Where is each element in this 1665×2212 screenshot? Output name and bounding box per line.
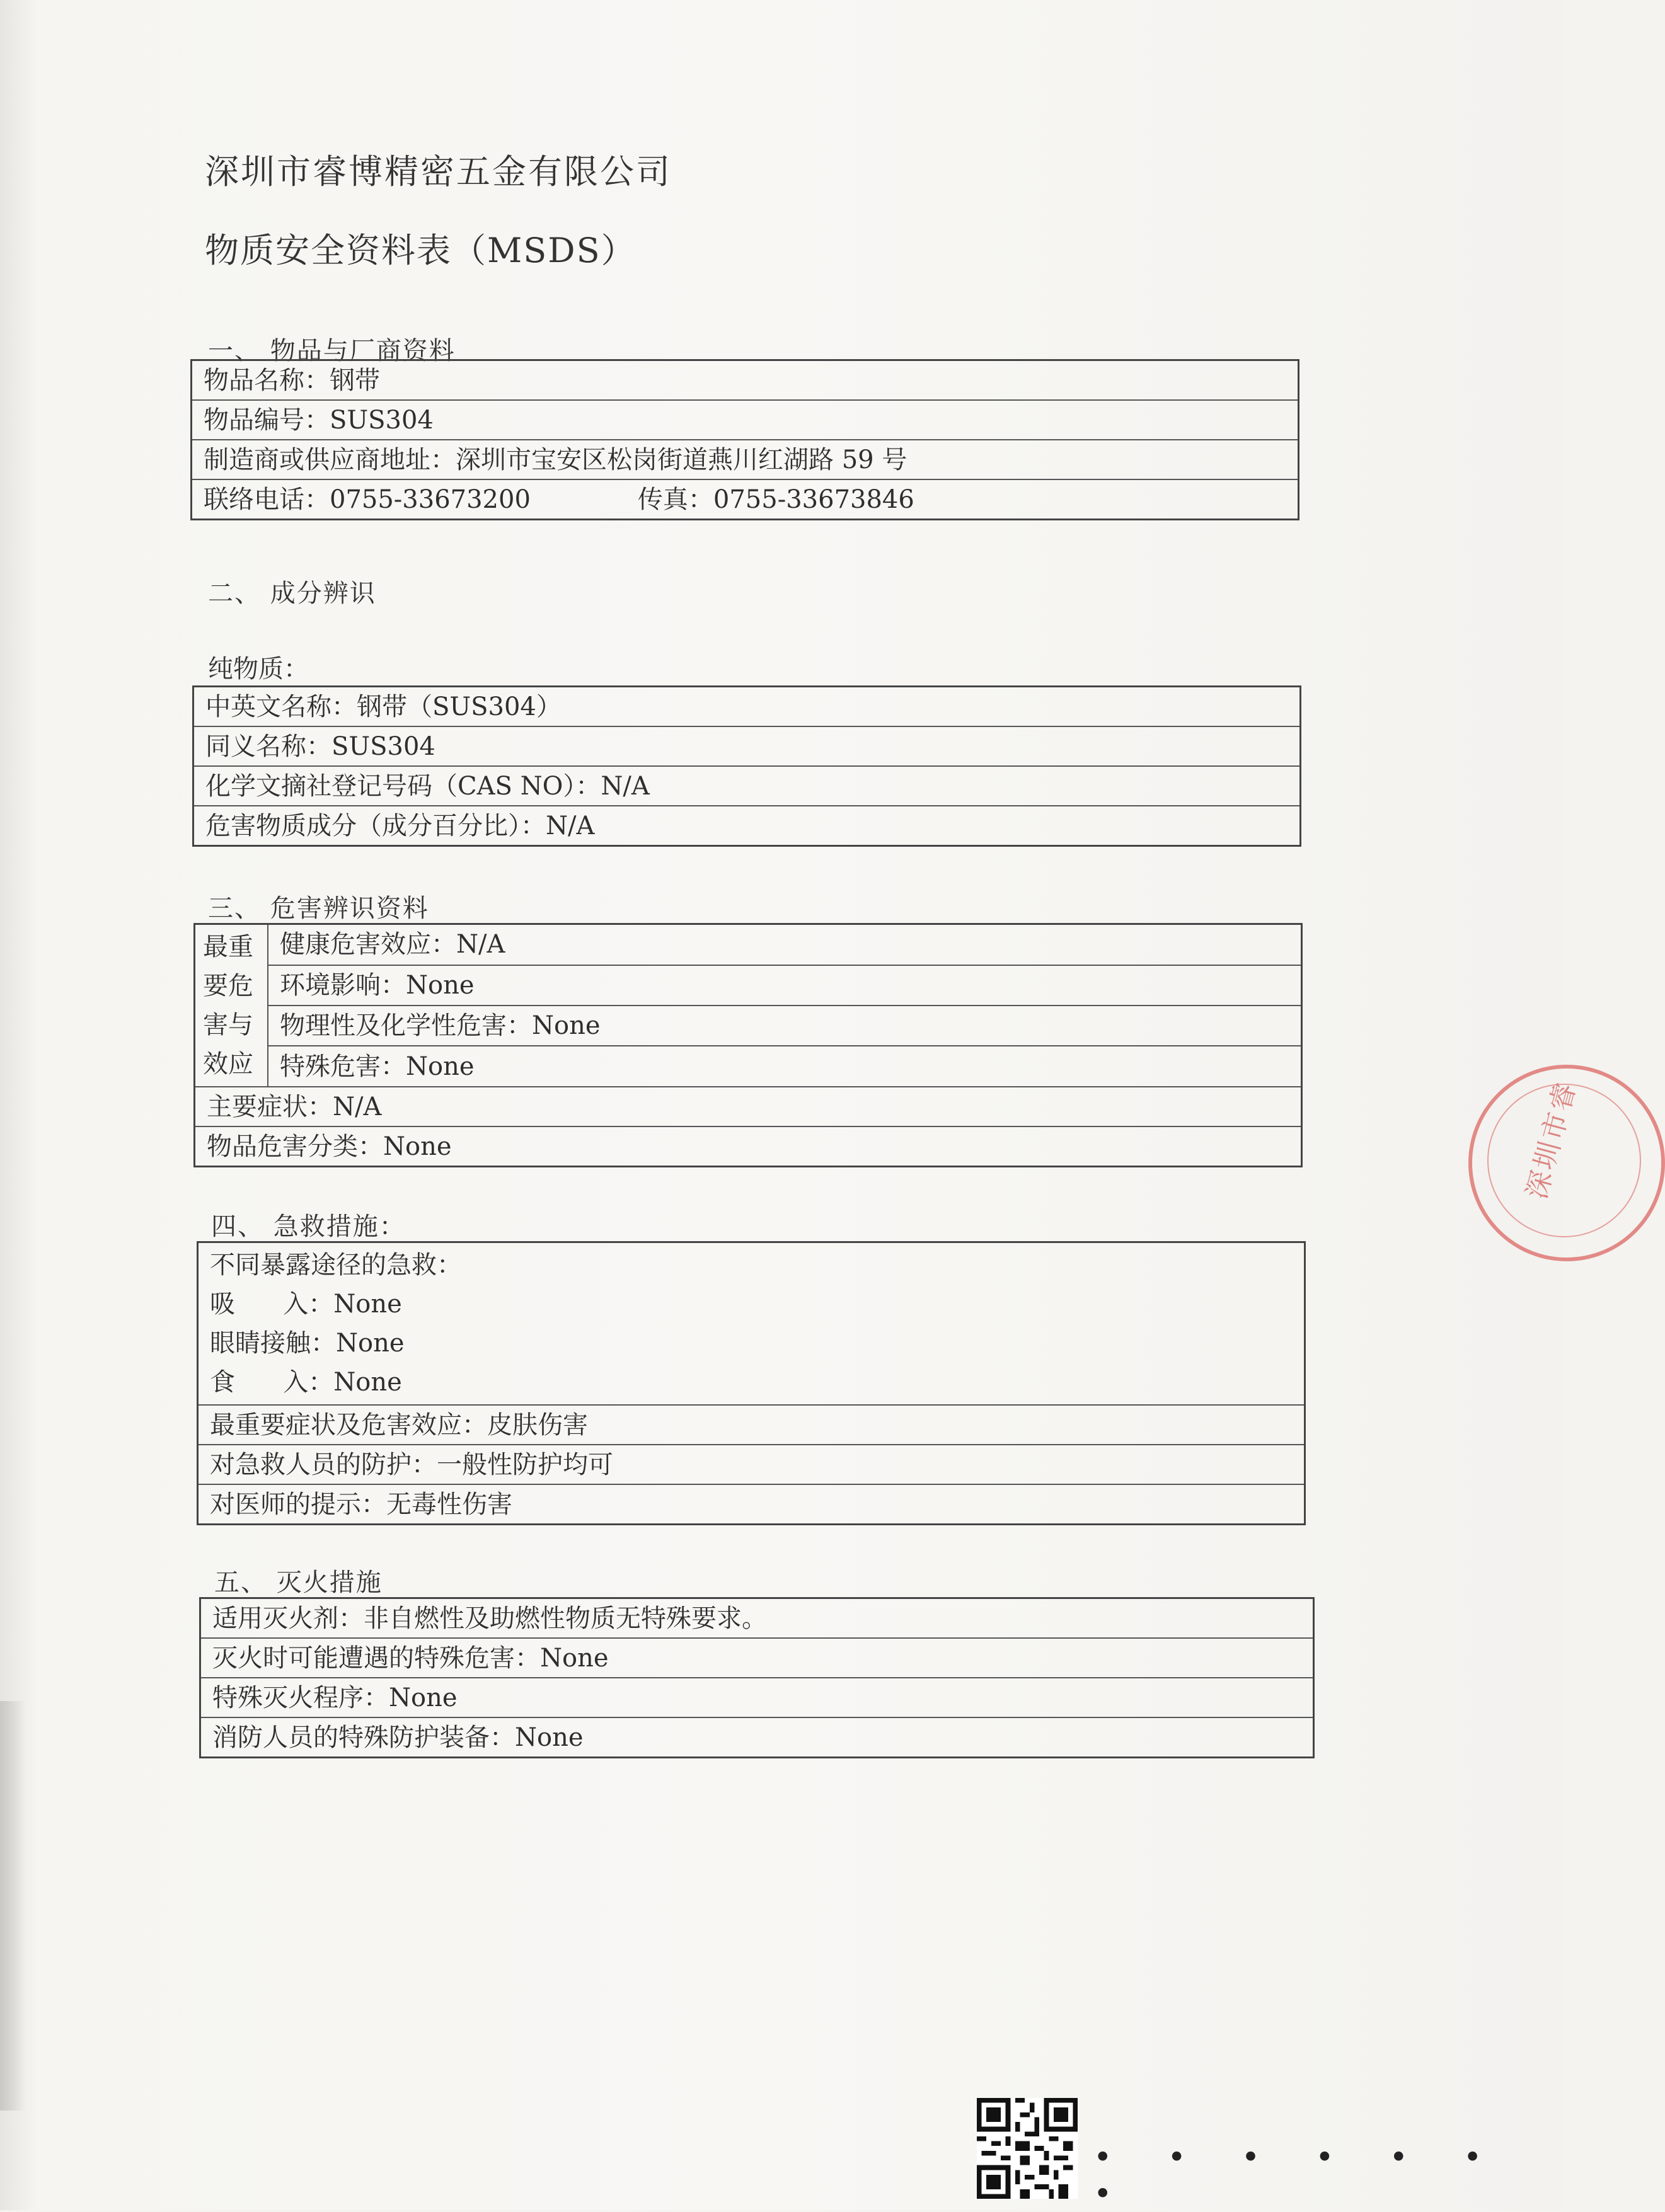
fax-number: 传真：0755-33673846 [637,484,914,514]
major-hazard-label [195,924,268,1087]
cas-number: 化学文摘社登记号码（CAS NO）：N/A [193,766,1301,806]
main-symptom: 主要症状：N/A [195,1087,1302,1126]
section-5-table [199,1597,1315,1758]
pure-substance-label: 纯物质： [208,655,309,684]
company-seal [1468,1065,1665,1261]
phone-number: 联络电话：0755-33673200 [204,484,531,514]
special-hazard: 特殊危害：None [268,1046,1302,1087]
seal-text: 深圳市睿 [1520,1077,1583,1203]
item-name: 物品名称：钢带 [192,360,1299,401]
major-symptoms: 最重要症状及危害效应：皮肤伤害 [198,1405,1305,1445]
hazard-category: 物品危害分类：None [195,1126,1302,1167]
physical-chemical-hazard: 物理性及化学性危害：None [268,1006,1302,1046]
item-code: 物品编号：SUS304 [192,400,1299,440]
section-4-title: 四、 急救措施： [211,1212,406,1241]
company-name: 深圳市睿博精密五金有限公司 [205,152,672,192]
section-3-table [193,923,1303,1167]
section-5-title: 五、 灭火措施 [214,1568,383,1597]
contact-row [192,479,1299,520]
section-2-title: 二、 成分辨识 [208,579,376,608]
health-hazard: 健康危害效应：N/A [268,924,1302,965]
scan-edge-shadow [0,1701,25,2111]
major-hazard-label-line: 最重 [203,932,253,961]
major-hazard-label-line: 效应 [203,1050,253,1079]
cn-en-name: 中英文名称：钢带（SUS304） [193,687,1301,727]
exposure-routes-label: 不同暴露途径的急救： [210,1251,462,1280]
firefighter-equipment: 消防人员的特殊防护装备：None [200,1717,1314,1758]
extinguishing-agent: 适用灭火剂：非自燃性及助燃性物质无特殊要求。 [200,1598,1314,1639]
doctor-note: 对医师的提示：无毒性伤害 [198,1484,1305,1525]
major-hazard-label-line: 害与 [203,1011,253,1040]
synonym-name: 同义名称：SUS304 [193,726,1301,766]
hazard-percentage: 危害物质成分（成分百分比）：N/A [193,806,1301,846]
supplier-address: 制造商或供应商地址：深圳市宝安区松岗街道燕川红湖路 59 号 [192,440,1299,479]
section-3-title: 三、 危害辨识资料 [208,894,429,923]
qr-code [977,2098,1078,2199]
ingestion: 食 入：None [210,1368,402,1397]
section-4-table [197,1241,1306,1525]
footer-dots: • • • • • • • [1093,2139,1505,2212]
environment-impact: 环境影响：None [268,965,1302,1006]
rescuer-protection: 对急救人员的防护：一般性防护均可 [198,1445,1305,1484]
major-hazard-label-line: 要危 [203,971,253,1000]
firefighting-procedure: 特殊灭火程序：None [200,1678,1314,1717]
section-2-table [192,685,1301,847]
eye-contact: 眼睛接触：None [210,1329,405,1358]
section-1-table [190,359,1299,520]
fire-special-hazard: 灭火时可能遭遇的特殊危害：None [200,1638,1314,1678]
section-1-title: 一、 物品与厂商资料 [208,336,456,365]
inhalation: 吸 入：None [210,1290,402,1319]
exposure-routes-cell [198,1242,1305,1406]
document-title: 物质安全资料表（MSDS） [205,231,637,270]
